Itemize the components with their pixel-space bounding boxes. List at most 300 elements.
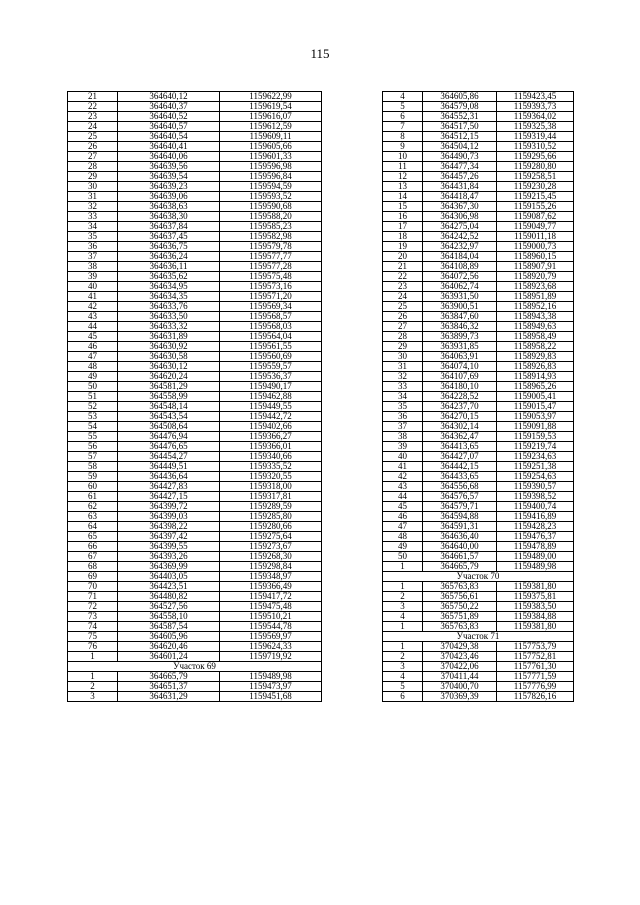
point-number: 43 — [383, 482, 423, 492]
coordinate-y: 1159568,03 — [220, 322, 322, 332]
coordinate-x: 364512,15 — [423, 132, 497, 142]
point-number: 5 — [383, 102, 423, 112]
table-row — [68, 112, 322, 122]
point-number: 17 — [383, 222, 423, 232]
coordinate-x: 364232,97 — [423, 242, 497, 252]
table-row — [383, 412, 574, 422]
point-number: 55 — [68, 432, 118, 442]
coordinate-y: 1159398,52 — [497, 492, 574, 502]
point-number: 63 — [68, 512, 118, 522]
coordinate-x: 364634,95 — [118, 282, 220, 292]
table-row — [68, 202, 322, 212]
coordinate-y: 1159317,81 — [220, 492, 322, 502]
coordinate-y: 1159719,92 — [220, 652, 322, 662]
point-number: 52 — [68, 402, 118, 412]
coordinate-x: 364576,57 — [423, 492, 497, 502]
coordinate-x: 364504,12 — [423, 142, 497, 152]
coordinate-x: 364449,51 — [118, 462, 220, 472]
coordinate-x: 370423,46 — [423, 652, 497, 662]
coordinate-y: 1159254,63 — [497, 472, 574, 482]
point-number: 33 — [68, 212, 118, 222]
coordinate-y: 1159005,41 — [497, 392, 574, 402]
coordinate-y: 1159325,38 — [497, 122, 574, 132]
point-number: 75 — [68, 632, 118, 642]
coordinate-x: 364640,41 — [118, 142, 220, 152]
table-row — [68, 562, 322, 572]
coordinate-y: 1159155,26 — [497, 202, 574, 212]
point-number: 41 — [68, 292, 118, 302]
point-number: 3 — [383, 602, 423, 612]
point-number: 3 — [383, 662, 423, 672]
table-row — [383, 122, 574, 132]
point-number: 42 — [383, 472, 423, 482]
point-number: 21 — [68, 92, 118, 102]
table-row — [383, 472, 574, 482]
coordinate-x: 364423,51 — [118, 582, 220, 592]
table-row — [68, 682, 322, 692]
table-row — [68, 692, 322, 702]
point-number: 39 — [383, 442, 423, 452]
table-row — [68, 482, 322, 492]
coordinate-y: 1159601,33 — [220, 152, 322, 162]
table-row — [68, 152, 322, 162]
point-number: 8 — [383, 132, 423, 142]
point-number: 35 — [383, 402, 423, 412]
table-row — [68, 382, 322, 392]
coordinate-y: 1159489,00 — [497, 552, 574, 562]
point-number: 67 — [68, 552, 118, 562]
point-number: 1 — [68, 672, 118, 682]
table-row — [383, 182, 574, 192]
point-number: 20 — [383, 252, 423, 262]
coordinate-y: 1158920,79 — [497, 272, 574, 282]
point-number: 72 — [68, 602, 118, 612]
coordinate-x: 364587,54 — [118, 622, 220, 632]
coordinate-x: 364442,15 — [423, 462, 497, 472]
coordinate-y: 1159596,84 — [220, 172, 322, 182]
table-row — [383, 292, 574, 302]
coordinate-x: 364620,24 — [118, 372, 220, 382]
point-number: 22 — [383, 272, 423, 282]
point-number: 23 — [68, 112, 118, 122]
point-number: 44 — [68, 322, 118, 332]
point-number: 4 — [383, 672, 423, 682]
point-number: 40 — [68, 282, 118, 292]
point-number: 53 — [68, 412, 118, 422]
point-number: 47 — [68, 352, 118, 362]
table-row — [68, 432, 322, 442]
point-number: 6 — [383, 692, 423, 702]
table-row — [68, 622, 322, 632]
coordinate-x: 364454,27 — [118, 452, 220, 462]
coordinate-x: 364637,45 — [118, 232, 220, 242]
point-number: 47 — [383, 522, 423, 532]
point-number: 24 — [383, 292, 423, 302]
table-row — [383, 252, 574, 262]
coordinate-y: 1159616,07 — [220, 112, 322, 122]
table-row — [383, 642, 574, 652]
coordinate-y: 1159390,57 — [497, 482, 574, 492]
coordinate-x: 364184,04 — [423, 252, 497, 262]
coordinate-x: 364237,70 — [423, 402, 497, 412]
coordinate-y: 1159318,00 — [220, 482, 322, 492]
point-number: 23 — [383, 282, 423, 292]
coordinate-x: 364640,37 — [118, 102, 220, 112]
point-number: 13 — [383, 182, 423, 192]
point-number: 11 — [383, 162, 423, 172]
point-number: 71 — [68, 592, 118, 602]
coordinate-x: 364228,52 — [423, 392, 497, 402]
coordinate-x: 365763,83 — [423, 622, 497, 632]
coordinate-y: 1159575,48 — [220, 272, 322, 282]
table-row — [383, 682, 574, 692]
point-number: 60 — [68, 482, 118, 492]
point-number: 69 — [68, 572, 118, 582]
point-number: 48 — [383, 532, 423, 542]
point-number: 6 — [383, 112, 423, 122]
coordinate-x: 363900,51 — [423, 302, 497, 312]
coordinate-y: 1159230,28 — [497, 182, 574, 192]
table-row — [383, 692, 574, 702]
coordinate-x: 364436,64 — [118, 472, 220, 482]
coordinate-x: 364630,58 — [118, 352, 220, 362]
point-number: 64 — [68, 522, 118, 532]
coordinate-x: 370411,44 — [423, 672, 497, 682]
coordinate-y: 1159416,89 — [497, 512, 574, 522]
point-number: 49 — [68, 372, 118, 382]
point-number: 1 — [383, 562, 423, 572]
coordinate-y: 1158914,93 — [497, 372, 574, 382]
table-row — [383, 382, 574, 392]
coordinate-x: 364413,65 — [423, 442, 497, 452]
table-row — [68, 312, 322, 322]
point-number: 2 — [68, 682, 118, 692]
coordinate-y: 1159366,49 — [220, 582, 322, 592]
point-number: 1 — [68, 652, 118, 662]
point-number: 29 — [383, 342, 423, 352]
point-number: 42 — [68, 302, 118, 312]
coordinate-x: 364640,12 — [118, 92, 220, 102]
coordinate-x: 364639,06 — [118, 192, 220, 202]
table-row — [68, 272, 322, 282]
table-row — [383, 112, 574, 122]
coordinate-x: 364665,79 — [118, 672, 220, 682]
coordinate-x: 364480,82 — [118, 592, 220, 602]
coordinate-y: 1159280,80 — [497, 162, 574, 172]
table-row — [68, 192, 322, 202]
coordinate-x: 364517,50 — [423, 122, 497, 132]
section-title: Участок 69 — [68, 662, 322, 672]
table-row — [383, 102, 574, 112]
coordinate-x: 364640,00 — [423, 542, 497, 552]
coordinate-y: 1159215,45 — [497, 192, 574, 202]
coordinate-y: 1158907,91 — [497, 262, 574, 272]
coordinate-y: 1159087,62 — [497, 212, 574, 222]
point-number: 1 — [383, 642, 423, 652]
coordinate-x: 364620,46 — [118, 642, 220, 652]
point-number: 61 — [68, 492, 118, 502]
table-row — [68, 592, 322, 602]
coordinate-y: 1159393,73 — [497, 102, 574, 112]
coordinate-y: 1159442,72 — [220, 412, 322, 422]
coordinate-x: 364427,83 — [118, 482, 220, 492]
point-number: 28 — [383, 332, 423, 342]
table-row — [68, 462, 322, 472]
coordinate-x: 365763,83 — [423, 582, 497, 592]
coordinate-y: 1159577,28 — [220, 262, 322, 272]
coordinate-y: 1159605,66 — [220, 142, 322, 152]
section-title: Участок 71 — [383, 632, 574, 642]
table-row — [383, 662, 574, 672]
table-row — [383, 92, 574, 102]
table-row — [68, 442, 322, 452]
table-row — [383, 342, 574, 352]
coordinate-x: 364579,08 — [423, 102, 497, 112]
coordinate-y: 1158965,26 — [497, 382, 574, 392]
coordinate-y: 1157776,99 — [497, 682, 574, 692]
table-row — [68, 402, 322, 412]
coordinate-x: 364476,94 — [118, 432, 220, 442]
table-row — [383, 152, 574, 162]
coordinate-y: 1159364,02 — [497, 112, 574, 122]
coordinate-y: 1159577,77 — [220, 252, 322, 262]
table-row — [383, 672, 574, 682]
coordinate-y: 1159571,20 — [220, 292, 322, 302]
table-row — [383, 322, 574, 332]
coordinate-y: 1159000,73 — [497, 242, 574, 252]
table-body — [383, 92, 574, 702]
coordinate-y: 1159594,59 — [220, 182, 322, 192]
coordinate-x: 364630,12 — [118, 362, 220, 372]
coordinate-x: 364640,06 — [118, 152, 220, 162]
table-row — [68, 572, 322, 582]
table-row — [68, 472, 322, 482]
coordinate-x: 364302,14 — [423, 422, 497, 432]
coordinate-y: 1159428,23 — [497, 522, 574, 532]
point-number: 24 — [68, 122, 118, 132]
point-number: 34 — [383, 392, 423, 402]
coordinate-x: 364579,71 — [423, 502, 497, 512]
table-row — [68, 342, 322, 352]
coordinate-x: 363931,85 — [423, 342, 497, 352]
coordinate-y: 1159478,89 — [497, 542, 574, 552]
point-number: 18 — [383, 232, 423, 242]
table-row — [68, 392, 322, 402]
coordinate-x: 364074,10 — [423, 362, 497, 372]
point-number: 25 — [68, 132, 118, 142]
coordinate-x: 364242,52 — [423, 232, 497, 242]
point-number: 46 — [68, 342, 118, 352]
section-header-row — [68, 662, 322, 672]
table-row — [68, 352, 322, 362]
table-row — [68, 302, 322, 312]
table-row — [383, 482, 574, 492]
coordinate-y: 1159298,84 — [220, 562, 322, 572]
coordinate-x: 364180,10 — [423, 382, 497, 392]
coordinate-x: 364637,84 — [118, 222, 220, 232]
point-number: 39 — [68, 272, 118, 282]
coordinate-x: 364398,22 — [118, 522, 220, 532]
coordinates-table-right — [382, 91, 574, 702]
table-row — [68, 422, 322, 432]
coordinate-y: 1159579,78 — [220, 242, 322, 252]
table-row — [383, 452, 574, 462]
coordinate-x: 364399,72 — [118, 502, 220, 512]
coordinate-y: 1159375,81 — [497, 592, 574, 602]
table-row — [68, 172, 322, 182]
coordinate-x: 364427,07 — [423, 452, 497, 462]
coordinate-y: 1159573,16 — [220, 282, 322, 292]
point-number: 51 — [68, 392, 118, 402]
coordinate-x: 364630,92 — [118, 342, 220, 352]
point-number: 38 — [383, 432, 423, 442]
table-row — [383, 502, 574, 512]
coordinate-y: 1159366,01 — [220, 442, 322, 452]
table-row — [383, 612, 574, 622]
table-row — [383, 362, 574, 372]
coordinates-table-left — [67, 91, 322, 702]
table-row — [68, 372, 322, 382]
coordinate-y: 1159310,52 — [497, 142, 574, 152]
table-row — [383, 462, 574, 472]
coordinate-y: 1159560,69 — [220, 352, 322, 362]
coordinate-y: 1159561,55 — [220, 342, 322, 352]
coordinate-x: 364633,50 — [118, 312, 220, 322]
point-number: 31 — [383, 362, 423, 372]
point-number: 40 — [383, 452, 423, 462]
coordinate-x: 364362,47 — [423, 432, 497, 442]
point-number: 7 — [383, 122, 423, 132]
table-row — [68, 532, 322, 542]
point-number: 16 — [383, 212, 423, 222]
coordinate-y: 1157761,30 — [497, 662, 574, 672]
table-row — [68, 212, 322, 222]
coordinate-x: 364639,23 — [118, 182, 220, 192]
coordinate-y: 1159011,18 — [497, 232, 574, 242]
table-row — [383, 622, 574, 632]
coordinate-y: 1158952,16 — [497, 302, 574, 312]
coordinate-y: 1159381,80 — [497, 622, 574, 632]
point-number: 56 — [68, 442, 118, 452]
table-row — [383, 442, 574, 452]
table-row — [383, 392, 574, 402]
coordinate-x: 364633,32 — [118, 322, 220, 332]
table-row — [68, 512, 322, 522]
coordinate-x: 363899,73 — [423, 332, 497, 342]
coordinate-y: 1159251,38 — [497, 462, 574, 472]
coordinate-y: 1159091,88 — [497, 422, 574, 432]
coordinate-x: 364639,54 — [118, 172, 220, 182]
coordinate-y: 1159564,04 — [220, 332, 322, 342]
coordinate-y: 1158949,63 — [497, 322, 574, 332]
point-number: 33 — [383, 382, 423, 392]
coordinate-y: 1159612,59 — [220, 122, 322, 132]
coordinate-y: 1159335,52 — [220, 462, 322, 472]
coordinate-y: 1159219,74 — [497, 442, 574, 452]
coordinate-y: 1159449,55 — [220, 402, 322, 412]
point-number: 19 — [383, 242, 423, 252]
point-number: 45 — [383, 502, 423, 512]
table-row — [383, 272, 574, 282]
table-row — [68, 552, 322, 562]
point-number: 27 — [383, 322, 423, 332]
table-row — [383, 432, 574, 442]
point-number: 15 — [383, 202, 423, 212]
table-row — [383, 422, 574, 432]
coordinate-y: 1159569,34 — [220, 302, 322, 312]
point-number: 27 — [68, 152, 118, 162]
table-row — [383, 652, 574, 662]
coordinate-y: 1159624,33 — [220, 642, 322, 652]
coordinate-x: 364651,37 — [118, 682, 220, 692]
coordinate-y: 1159273,67 — [220, 542, 322, 552]
point-number: 59 — [68, 472, 118, 482]
table-row — [68, 582, 322, 592]
coordinate-x: 364636,11 — [118, 262, 220, 272]
coordinate-x: 364556,68 — [423, 482, 497, 492]
coordinate-x: 364477,34 — [423, 162, 497, 172]
point-number: 43 — [68, 312, 118, 322]
coordinate-y: 1159402,66 — [220, 422, 322, 432]
table-row — [68, 452, 322, 462]
table-row — [383, 282, 574, 292]
coordinate-x: 364552,31 — [423, 112, 497, 122]
coordinate-y: 1159590,68 — [220, 202, 322, 212]
point-number: 28 — [68, 162, 118, 172]
coordinate-x: 364527,56 — [118, 602, 220, 612]
table-row — [68, 332, 322, 342]
coordinate-x: 364636,75 — [118, 242, 220, 252]
point-number: 36 — [383, 412, 423, 422]
coordinate-x: 364270,15 — [423, 412, 497, 422]
point-number: 14 — [383, 192, 423, 202]
table-row — [68, 142, 322, 152]
coordinate-x: 364640,57 — [118, 122, 220, 132]
table-row — [68, 292, 322, 302]
table-row — [68, 182, 322, 192]
coordinate-y: 1159568,57 — [220, 312, 322, 322]
coordinate-y: 1157771,59 — [497, 672, 574, 682]
table-row — [68, 522, 322, 532]
coordinate-x: 370422,06 — [423, 662, 497, 672]
coordinate-x: 364558,99 — [118, 392, 220, 402]
coordinate-y: 1159340,66 — [220, 452, 322, 462]
coordinate-x: 364558,10 — [118, 612, 220, 622]
coordinate-x: 364640,52 — [118, 112, 220, 122]
coordinate-y: 1159383,50 — [497, 602, 574, 612]
coordinate-y: 1159275,64 — [220, 532, 322, 542]
coordinate-y: 1159285,80 — [220, 512, 322, 522]
table-row — [383, 532, 574, 542]
coordinate-y: 1158929,83 — [497, 352, 574, 362]
table-row — [68, 492, 322, 502]
coordinate-x: 364548,14 — [118, 402, 220, 412]
coordinate-x: 364399,03 — [118, 512, 220, 522]
coordinate-x: 364640,54 — [118, 132, 220, 142]
table-row — [383, 232, 574, 242]
point-number: 73 — [68, 612, 118, 622]
coordinate-x: 364306,98 — [423, 212, 497, 222]
coordinate-y: 1158951,89 — [497, 292, 574, 302]
table-row — [68, 102, 322, 112]
table-row — [383, 602, 574, 612]
coordinate-x: 364591,31 — [423, 522, 497, 532]
coordinate-y: 1158943,38 — [497, 312, 574, 322]
table-row — [383, 302, 574, 312]
coordinate-y: 1159588,20 — [220, 212, 322, 222]
coordinate-y: 1159234,63 — [497, 452, 574, 462]
table-row — [68, 162, 322, 172]
